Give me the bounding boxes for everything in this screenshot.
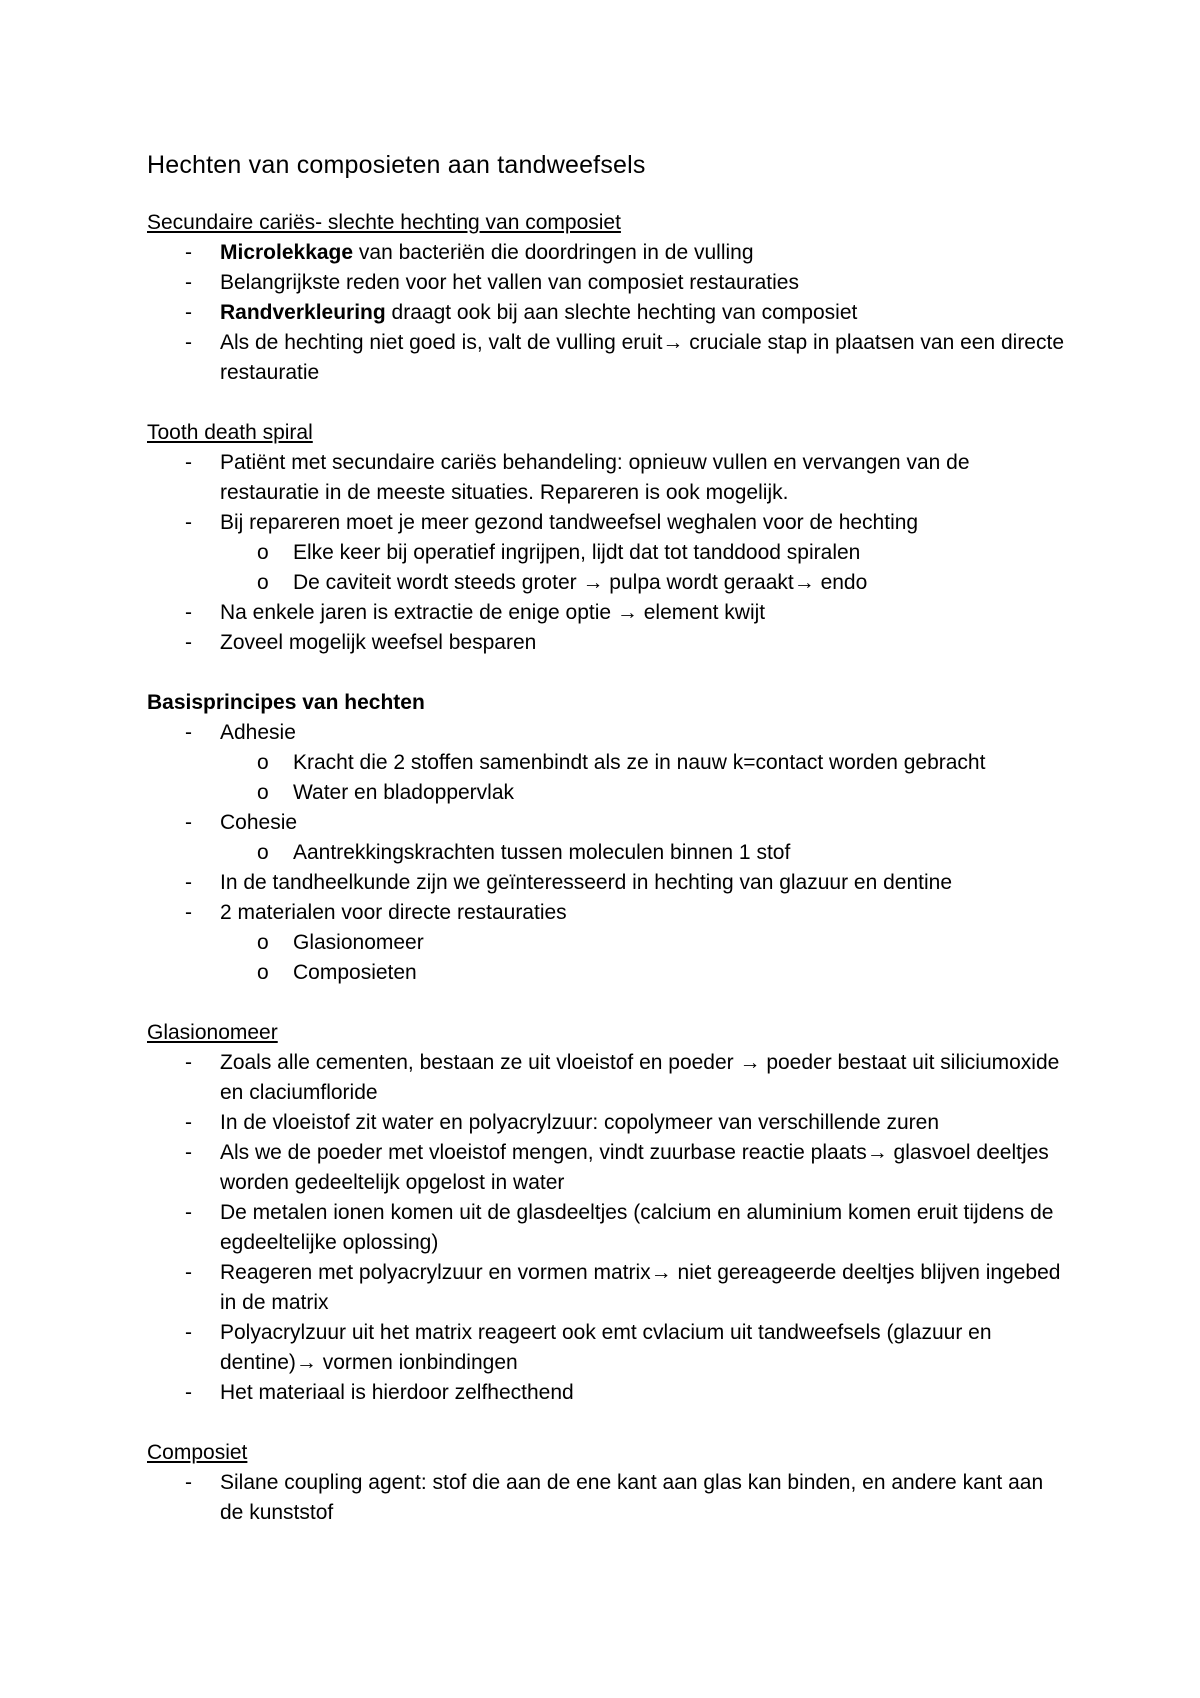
dash-bullet: - bbox=[185, 721, 192, 744]
bold-term: Randverkleuring bbox=[220, 301, 386, 324]
circle-bullet: o bbox=[257, 541, 269, 564]
dash-bullet: - bbox=[185, 301, 192, 324]
dash-bullet: - bbox=[185, 511, 192, 534]
list-item-text: Silane coupling agent: stof die aan de ene kant aan glas kan binden, en andere kant aan de kunststof bbox=[220, 1471, 1044, 1524]
dash-bullet: - bbox=[185, 901, 192, 924]
sub-bullet-list bbox=[220, 538, 1067, 598]
list-item bbox=[147, 898, 1067, 988]
dash-bullet: - bbox=[185, 811, 192, 834]
list-item-text: Polyacrylzuur uit het matrix reageert ook emt cvlacium uit tandweefsels (glazuur en dentine)→ vormen ionbindingen bbox=[220, 1321, 992, 1374]
list-item-text: Bij repareren moet je meer gezond tandweefsel weghalen voor de hechting bbox=[220, 511, 919, 534]
sub-list-item-text: Composieten bbox=[293, 961, 417, 984]
dash-bullet: - bbox=[185, 1471, 192, 1494]
list-item bbox=[147, 808, 1067, 868]
section-glasionomeer bbox=[147, 1018, 1067, 1408]
dash-bullet: - bbox=[185, 631, 192, 654]
dash-bullet: - bbox=[185, 1051, 192, 1074]
circle-bullet: o bbox=[257, 571, 269, 594]
list-item bbox=[147, 1258, 1067, 1318]
bullet-list bbox=[147, 1048, 1067, 1408]
circle-bullet: o bbox=[257, 841, 269, 864]
list-item-text: Belangrijkste reden voor het vallen van composiet restauraties bbox=[220, 271, 799, 294]
sub-list-item bbox=[220, 748, 1067, 778]
document-body bbox=[147, 148, 1067, 1558]
dash-bullet: - bbox=[185, 601, 192, 624]
sub-bullet-list bbox=[220, 928, 1067, 988]
list-item-text: Cohesie bbox=[220, 811, 298, 834]
section-heading: Composiet bbox=[147, 1441, 248, 1464]
dash-bullet: - bbox=[185, 1111, 192, 1134]
list-item bbox=[147, 508, 1067, 598]
circle-bullet: o bbox=[257, 931, 269, 954]
dash-bullet: - bbox=[185, 1381, 192, 1404]
dash-bullet: - bbox=[185, 871, 192, 894]
list-item-text: In de tandheelkunde zijn we geïnteresseerd in hechting van glazuur en dentine bbox=[220, 871, 953, 894]
list-item bbox=[147, 298, 1067, 328]
dash-bullet: - bbox=[185, 1321, 192, 1344]
list-item-text: Als we de poeder met vloeistof mengen, vindt zuurbase reactie plaats→ glasvoel deeltjes worden gedeeltelijk opgelost in water bbox=[220, 1141, 1049, 1194]
list-item-text: Patiënt met secundaire cariës behandeling: opnieuw vullen en vervangen van de restauratie in de meeste situaties. Repareren is ook mogelijk. bbox=[220, 451, 970, 504]
list-item bbox=[147, 598, 1067, 628]
section-heading: Tooth death spiral bbox=[147, 421, 313, 444]
circle-bullet: o bbox=[257, 961, 269, 984]
sub-list-item bbox=[220, 928, 1067, 958]
sub-bullet-list bbox=[220, 748, 1067, 808]
dash-bullet: - bbox=[185, 451, 192, 474]
list-item-text: Het materiaal is hierdoor zelfhecthend bbox=[220, 1381, 574, 1404]
list-item bbox=[147, 1198, 1067, 1258]
dash-bullet: - bbox=[185, 241, 192, 264]
sub-list-item-text: Kracht die 2 stoffen samenbindt als ze in nauw k=contact worden gebracht bbox=[293, 751, 986, 774]
circle-bullet: o bbox=[257, 781, 269, 804]
list-item-text: De metalen ionen komen uit de glasdeeltjes (calcium en aluminium komen eruit tijdens de egdeeltelijke oplossing) bbox=[220, 1201, 1054, 1254]
sub-list-item bbox=[220, 958, 1067, 988]
section-heading: Glasionomeer bbox=[147, 1021, 278, 1044]
list-item-text: Als de hechting niet goed is, valt de vulling eruit→ cruciale stap in plaatsen van een directe restauratie bbox=[220, 331, 1064, 384]
dash-bullet: - bbox=[185, 1141, 192, 1164]
bullet-list bbox=[147, 448, 1067, 658]
sub-list-item bbox=[220, 568, 1067, 598]
dash-bullet: - bbox=[185, 1201, 192, 1224]
list-item bbox=[147, 268, 1067, 298]
bullet-list bbox=[147, 718, 1067, 988]
list-item-text: Na enkele jaren is extractie de enige optie → element kwijt bbox=[220, 601, 766, 624]
list-item bbox=[147, 1318, 1067, 1378]
sub-list-item-text: Water en bladoppervlak bbox=[293, 781, 515, 804]
list-item-text: draagt ook bij aan slechte hechting van composiet bbox=[385, 301, 858, 324]
section-heading: Secundaire cariës- slechte hechting van composiet bbox=[147, 211, 621, 234]
list-item-text: Adhesie bbox=[220, 721, 296, 744]
list-item bbox=[147, 628, 1067, 658]
list-item bbox=[147, 868, 1067, 898]
sub-bullet-list bbox=[220, 838, 1067, 868]
dash-bullet: - bbox=[185, 331, 192, 354]
section-heading: Basisprincipes van hechten bbox=[147, 691, 425, 714]
sub-list-item-text: Aantrekkingskrachten tussen moleculen binnen 1 stof bbox=[293, 841, 791, 864]
dash-bullet: - bbox=[185, 271, 192, 294]
list-item bbox=[147, 448, 1067, 508]
list-item-text: Reageren met polyacrylzuur en vormen matrix→ niet gereageerde deeltjes blijven ingebed in de matrix bbox=[220, 1261, 1061, 1314]
circle-bullet: o bbox=[257, 751, 269, 774]
list-item bbox=[147, 718, 1067, 808]
bullet-list bbox=[147, 1468, 1067, 1528]
list-item bbox=[147, 1468, 1067, 1528]
section-secundaire-caries bbox=[147, 208, 1067, 388]
dash-bullet: - bbox=[185, 1261, 192, 1284]
sub-list-item-text: De caviteit wordt steeds groter → pulpa wordt geraakt→ endo bbox=[293, 571, 868, 594]
bold-term: Microlekkage bbox=[220, 241, 354, 264]
sub-list-item bbox=[220, 838, 1067, 868]
bullet-list bbox=[147, 238, 1067, 388]
list-item bbox=[147, 1108, 1067, 1138]
section-composiet bbox=[147, 1438, 1067, 1528]
list-item bbox=[147, 238, 1067, 268]
list-item bbox=[147, 1048, 1067, 1108]
list-item-text: Zoveel mogelijk weefsel besparen bbox=[220, 631, 537, 654]
list-item-text: 2 materialen voor directe restauraties bbox=[220, 901, 567, 924]
sub-list-item-text: Elke keer bij operatief ingrijpen, lijdt dat tot tanddood spiralen bbox=[293, 541, 861, 564]
sub-list-item bbox=[220, 538, 1067, 568]
list-item-text: In de vloeistof zit water en polyacrylzuur: copolymeer van verschillende zuren bbox=[220, 1111, 940, 1134]
document-title: Hechten van composieten aan tandweefsels bbox=[147, 151, 646, 179]
list-item-text: van bacteriën die doordringen in de vulling bbox=[353, 241, 754, 264]
list-item bbox=[147, 328, 1067, 388]
list-item bbox=[147, 1138, 1067, 1198]
section-tooth-death-spiral bbox=[147, 418, 1067, 658]
list-item-text: Zoals alle cementen, bestaan ze uit vloeistof en poeder → poeder bestaat uit siliciumoxide en claciumfloride bbox=[220, 1051, 1060, 1104]
section-basisprincipes bbox=[147, 688, 1067, 988]
sub-list-item-text: Glasionomeer bbox=[293, 931, 424, 954]
sub-list-item bbox=[220, 778, 1067, 808]
list-item bbox=[147, 1378, 1067, 1408]
